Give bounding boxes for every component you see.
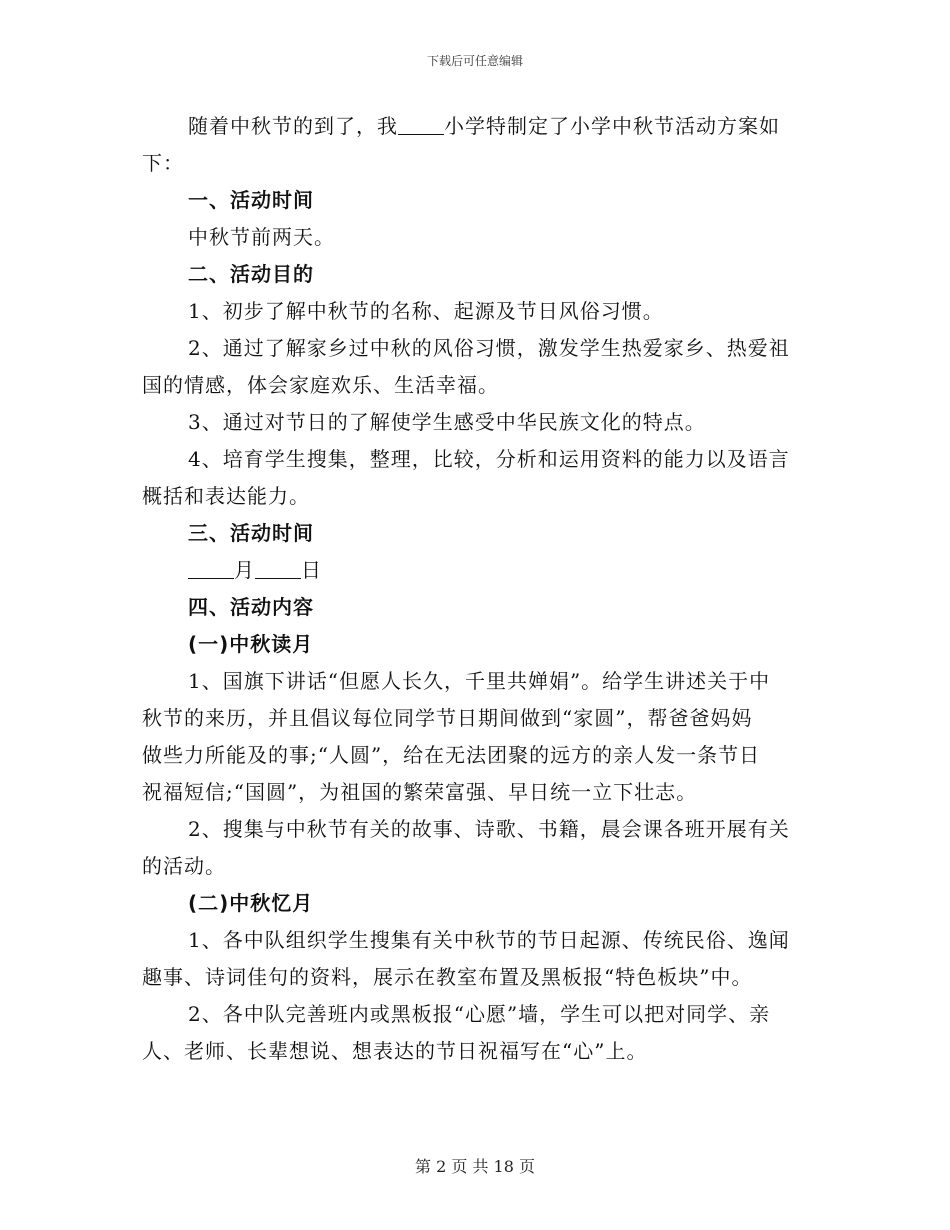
subsection-1-item-1-line-4: 祝福短信;“国圆”，为祖国的繁荣富强、早日统一立下壮志。 — [142, 780, 698, 804]
subsection-1-heading: (一)中秋读月 — [188, 632, 314, 656]
day-label: 日 — [301, 558, 322, 582]
subsection-1-item-1-line-1: 1、国旗下讲话“但愿人长久，千里共婵娟”。给学生讲述关于中 — [188, 669, 771, 693]
intro-text-before-blank: 随着中秋节的到了，我 — [188, 114, 398, 138]
section-1-text: 中秋节前两天。 — [188, 225, 335, 249]
section-2-item-2-line-1: 2、通过了解家乡过中秋的风俗习惯，激发学生热爱家乡、热爱祖 — [188, 336, 790, 360]
subsection-1-item-2-line-2: 的活动。 — [142, 854, 226, 878]
section-2-heading: 二、活动目的 — [188, 262, 314, 286]
subsection-1-item-2-line-1: 2、搜集与中秋节有关的故事、诗歌、书籍，晨会课各班开展有关 — [188, 817, 790, 841]
section-4-heading: 四、活动内容 — [188, 595, 314, 619]
intro-line-2: 下： — [142, 151, 184, 175]
page-footer: 第 2 页 共 18 页 — [415, 1157, 535, 1176]
intro-text-after-blank: 小学特制定了小学中秋节活动方案如 — [444, 114, 780, 138]
section-2-item-1: 1、初步了解中秋节的名称、起源及节日风俗习惯。 — [188, 299, 664, 323]
section-1-heading: 一、活动时间 — [188, 188, 314, 212]
section-2-item-4-line-2: 概括和表达能力。 — [142, 484, 310, 508]
section-2-item-2-line-2: 国的情感，体会家庭欢乐、生活幸福。 — [142, 373, 499, 397]
school-name-blank — [398, 112, 444, 135]
subsection-2-item-2-line-1: 2、各中队完善班内或黑板报“心愿”墙，学生可以把对同学、亲 — [188, 1002, 771, 1026]
section-3-heading: 三、活动时间 — [188, 521, 314, 545]
subsection-1-item-1-line-2: 秋节的来历，并且倡议每位同学节日期间做到“家圆”，帮爸爸妈妈 — [142, 706, 753, 730]
section-2-item-4-line-1: 4、培育学生搜集，整理，比较，分析和运用资料的能力以及语言 — [188, 447, 790, 471]
section-2-item-3: 3、通过对节日的了解使学生感受中华民族文化的特点。 — [188, 410, 706, 434]
day-blank — [255, 556, 301, 579]
subsection-2-item-2-line-2: 人、老师、长辈想说、想表达的节日祝福写在“心”上。 — [142, 1039, 648, 1063]
section-3-date-line — [188, 552, 322, 588]
intro-line-1 — [188, 108, 780, 144]
subsection-2-item-1-line-2: 趣事、诗词佳句的资料，展示在教室布置及黑板报“特色板块”中。 — [142, 965, 753, 989]
page-header-note: 下载后可任意编辑 — [426, 54, 523, 68]
subsection-2-heading: (二)中秋忆月 — [188, 891, 314, 915]
month-label: 月 — [234, 558, 255, 582]
subsection-1-item-1-line-3: 做些力所能及的事;“人圆”，给在无法团聚的远方的亲人发一条节日 — [142, 743, 761, 767]
subsection-2-item-1-line-1: 1、各中队组织学生搜集有关中秋节的节日起源、传统民俗、逸闻 — [188, 928, 790, 952]
month-blank — [188, 556, 234, 579]
